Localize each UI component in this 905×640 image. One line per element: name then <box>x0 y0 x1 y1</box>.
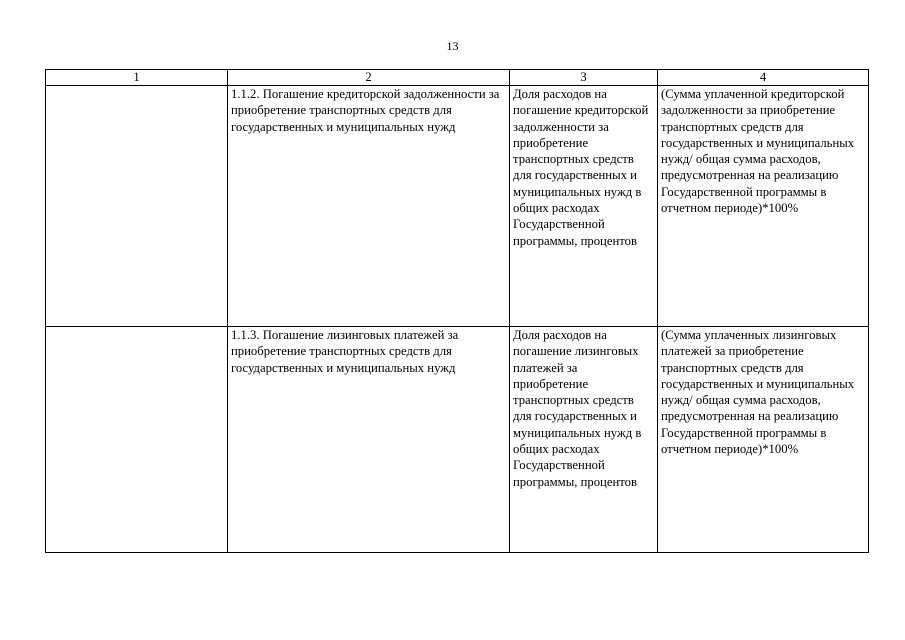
table-row <box>46 86 869 327</box>
row-1-activity: 1.1.2. Погашение кредиторской задолженности за приобретение транспортных средств для государственных и муниципальных нужд <box>228 86 510 327</box>
row-2-indicator: Доля расходов на погашение лизинговых платежей за приобретение транспортных средств для государственных и муниципальных нужд в общих расходах Государственной программы, процентов <box>510 327 658 553</box>
row-1-formula: (Сумма уплаченной кредиторской задолженности за приобретение транспортных средств для государственных и муниципальных нужд/ общая сумма расходов, предусмотренная на реализацию Государственной программы в отчетном периоде)*100% <box>658 86 869 327</box>
column-header-3: 3 <box>510 70 658 86</box>
column-header-4: 4 <box>658 70 869 86</box>
row-2-col-1 <box>46 327 228 553</box>
row-1-col-1 <box>46 86 228 327</box>
indicator-table <box>45 69 869 553</box>
row-1-indicator: Доля расходов на погашение кредиторской задолженности за приобретение транспортных средств для государственных и муниципальных нужд в общих расходах Государственной программы, процентов <box>510 86 658 327</box>
row-2-formula: (Сумма уплаченных лизинговых платежей за приобретение транспортных средств для государственных и муниципальных нужд/ общая сумма расходов, предусмотренная на реализацию Государственной программы в отчетном периоде)*100% <box>658 327 869 553</box>
table-row <box>46 327 869 553</box>
page-number: 13 <box>446 39 459 53</box>
table-header-row <box>46 70 869 86</box>
row-2-activity: 1.1.3. Погашение лизинговых платежей за приобретение транспортных средств для государственных и муниципальных нужд <box>228 327 510 553</box>
column-header-2: 2 <box>228 70 510 86</box>
column-header-1: 1 <box>46 70 228 86</box>
